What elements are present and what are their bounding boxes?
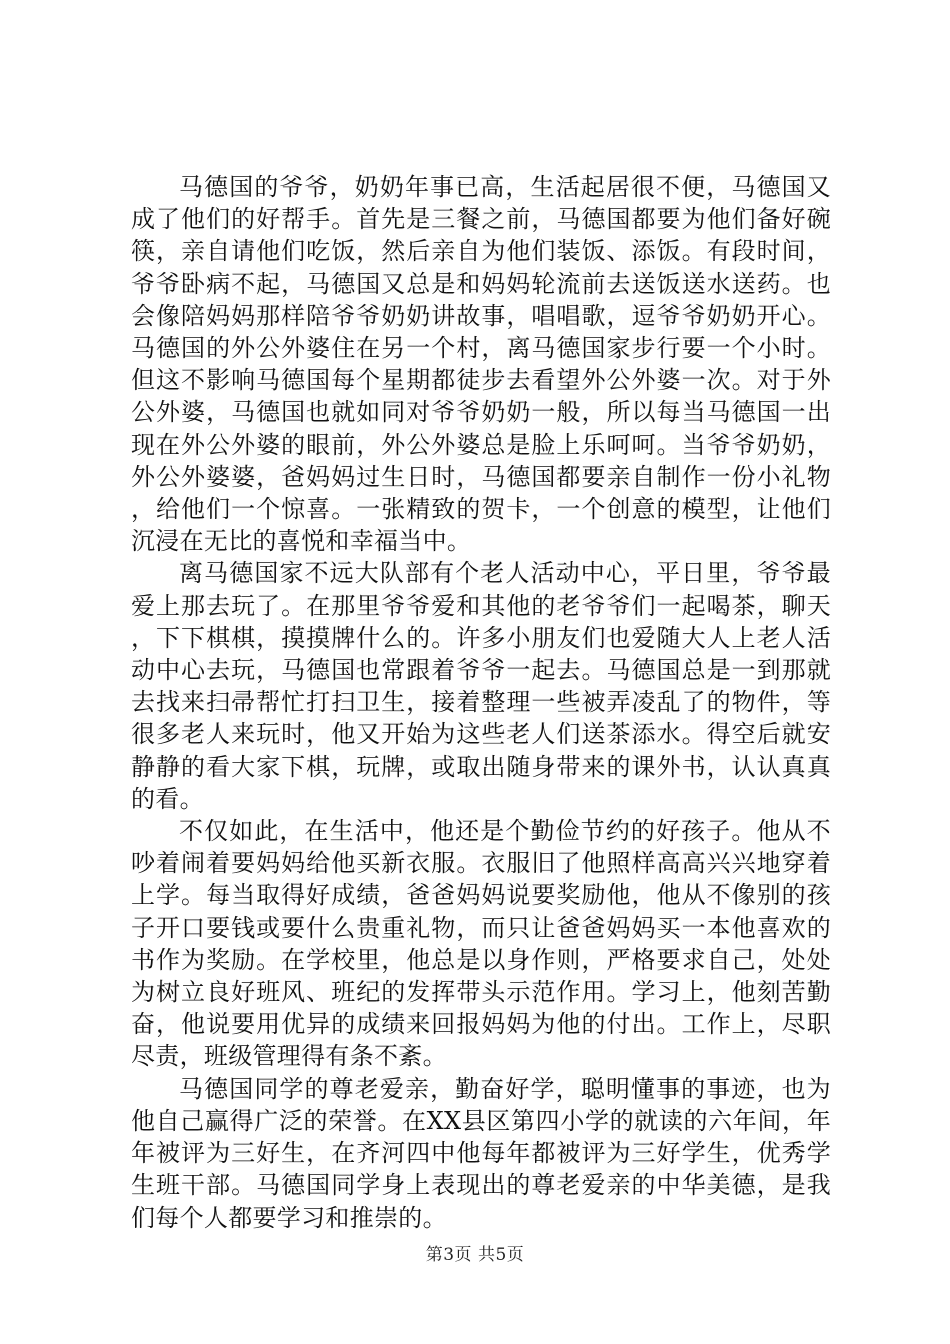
page-number-footer: 第3页 共5页 <box>425 1245 525 1265</box>
paragraph-honors: 马德国同学的尊老爱亲，勤奋好学，聪明懂事的事迹，也为他自己赢得广泛的荣誉。在XX县区第四小学的就读的六年间，年年被评为三好生，在齐河四中他每年都被评为三好学生，优秀学生班干部。马德国同学身上表现出的尊老爱亲的中华美德，是我们每个人都要学习和推崇的。 <box>131 1074 831 1232</box>
paragraph-elderly-center: 离马德国家不远大队部有个老人活动中心，平日里，爷爷最爱上那去玩了。在那里爷爷爱和其他的老爷爷们一起喝茶，聊天，下下棋棋，摸摸牌什么的。许多小朋友们也爱随大人上老人活动中心去玩，马德国也常跟着爷爷一起去。马德国总是一到那就去找来扫帚帮忙打扫卫生，接着整理一些被弄凌乱了的物件，等很多老人来玩时，他又开始为这些老人们送茶添水。得空后就安静静的看大家下棋，玩牌，或取出随身带来的课外书，认认真真的看。 <box>131 559 831 813</box>
document-body <box>131 171 831 1234</box>
paragraph-thrift-study: 不仅如此，在生活中，他还是个勤俭节约的好孩子。他从不吵着闹着要妈妈给他买新衣服。衣服旧了他照样高高兴兴地穿着上学。每当取得好成绩，爸爸妈妈说要奖励他，他从不像别的孩子开口要钱或要什么贵重礼物，而只让爸爸妈妈买一本他喜欢的书作为奖励。在学校里，他总是以身作则，严格要求自己，处处为树立良好班风、班纪的发挥带头示范作用。学习上，他刻苦勤奋，他说要用优异的成绩来回报妈妈为他的付出。工作上，尽职尽责，班级管理得有条不紊。 <box>131 817 831 1071</box>
paragraph-grandparents-care: 马德国的爷爷，奶奶年事已高，生活起居很不便，马德国又成了他们的好帮手。首先是三餐之前，马德国都要为他们备好碗筷，亲自请他们吃饭，然后亲自为他们装饭、添饭。有段时间，爷爷卧病不起，马德国又总是和妈妈轮流前去送饭送水送药。也会像陪妈妈那样陪爷爷奶奶讲故事，唱唱歌，逗爷爷奶奶开心。马德国的外公外婆住在另一个村，离马德国家步行要一个小时。但这不影响马德国每个星期都徒步去看望外公外婆一次。对于外公外婆，马德国也就如同对爷爷奶奶一般，所以每当马德国一出现在外公外婆的眼前，外公外婆总是脸上乐呵呵。当爷爷奶奶，外公外婆婆，爸妈妈过生日时，马德国都要亲自制作一份小礼物，给他们一个惊喜。一张精致的贺卡，一个创意的模型，让他们沉浸在无比的喜悦和幸福当中。 <box>131 173 831 556</box>
